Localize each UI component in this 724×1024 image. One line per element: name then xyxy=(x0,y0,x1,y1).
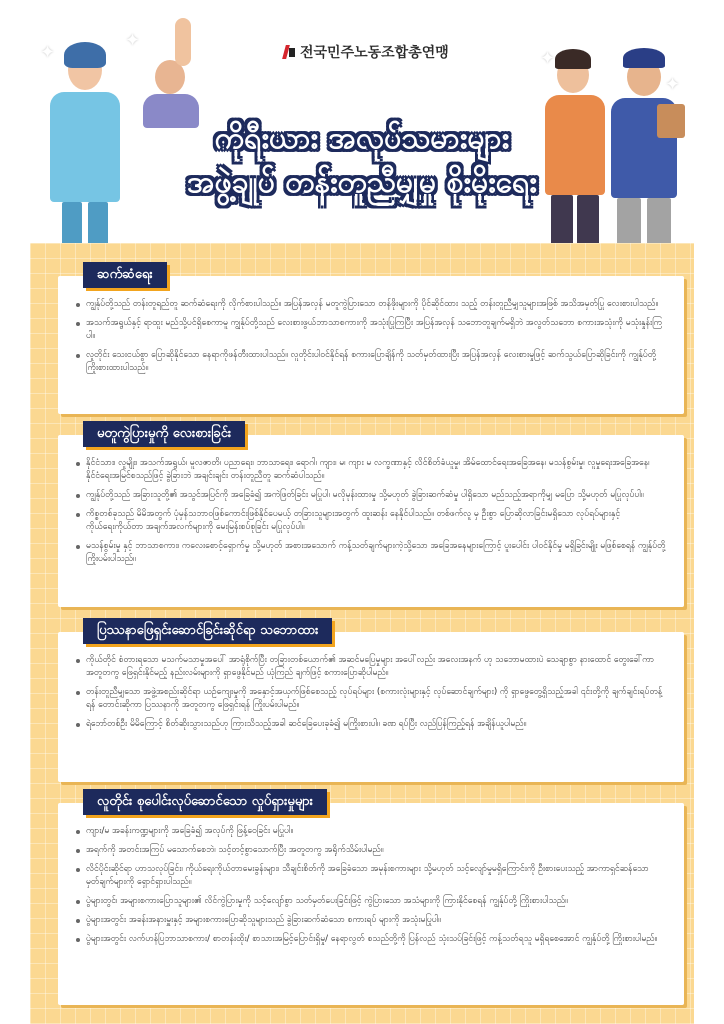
sparkle-icon: ✦ xyxy=(665,74,681,95)
list-item: ပွဲများအတွင်း အခန်းအနားမှူးနှင့် အများစကားပြောဆိုသူများသည် ခွဲခြားဆက်ဆံသော စကားရပ် များကို အသုံးမပြုပါ။ xyxy=(76,914,666,927)
list-item: ကိုယ်တိုင် စံတားရသော မသက်မသာမှုအပေါ် အာရုံစိုက်ပြီး တခြားတစ်ယောက်၏ အဆင်မပြေမှုများ အပေါ်လည်း အလေးအနက် ဟု သဘောမထားပဲ သေချာစွာ နားထောင် တွေးခေါ်ကာ အတူတကွ ဖြေရှင်းနိုင်မည့် နည်းလမ်းများကို ရှာဖွေနိုင်မည် ယုံကြည် ချက်ဖြင့် စကားပြောဆိုပါမည်။ xyxy=(76,654,666,680)
bullet-list xyxy=(58,803,684,962)
list-item: အရက်ကို အတင်းအကြပ် မသောက်စေဘဲ၊ သင့်တင့်စွာသောက်ပြီး အတူတကွ အရိုက်သိမ်းပါမည်။ xyxy=(76,844,666,857)
sparkle-icon: ✦ xyxy=(125,30,141,51)
page-title-line-2: အဖွဲ့ချုပ် တန်းတူညီမျှမှု စိုးမိုးရေး xyxy=(187,165,537,200)
section-heading: လူတိုင်း စုပေါင်းလုပ်ဆောင်သော လှုပ်ရှားမှုများ xyxy=(83,789,327,815)
union-logo-icon xyxy=(282,45,296,59)
list-item: ပွဲများအတွင်း လက်ဟန်ပြဘာသာစကား/ စာတန်းထိုး/ စာသားအမြင့်ပြောင်းရှိမှု/ နေရာလွတ် စသည်တို့ကို ပြန်လည် သုံးသပ်ခြင်းဖြင့် ကန့်သတ်ရသူ မရှိရစေအောင် ကျွန်ုပ်တို့ ကြိုးစားပါမည်။ xyxy=(76,933,666,946)
page-title-line-1: ကိုရီးယား အလုပ်သမားများ xyxy=(214,121,510,156)
section-card xyxy=(58,803,684,1005)
bullet-list xyxy=(58,632,684,747)
section-card xyxy=(58,276,684,414)
header-area xyxy=(0,0,724,262)
list-item: အသက်အရွယ်နှင့် ရာထူး မည်သို့ပင်ရှိစေကာမူ ကျွန်ုပ်တို့သည် လေးစားဖွယ်ဘာသာစကားကို အသုံးပြုကြပြီး အပြန်အလှန် သဘောတူချက်မရှိဘဲ အလွတ်သဘော စကားအသုံးကို မသုံးနှုန်းကြပါ။ xyxy=(76,317,666,343)
list-item: လူတိုင်း သေးငယ်စွာ ပြောဆိုနိုင်သော နေရာကိုဖန်တီးထားပါသည်။ လူတိုင်းပါဝင်နိုင်ရန် စကားပြောချိန်ကို သတ်မှတ်ထားပြီး အပြန်အလှန် လေးစားမှုဖြင့် ဆက်သွယ်ပြောဆိုခြင်းကို ကျွန်ုပ်တို့ကြိုးစားထားပါသည်။ xyxy=(76,349,666,375)
list-item: မသန်စွမ်းမှု နှင့် ဘာသာစကား၊ ကလေးစောင့်ရှောက်မှု သို့မဟုတ် အစားအသောက် ကန့်သတ်ချက်များကဲ့သို့သော အခြေအနေများကြောင့် ပူးပေါင်း ပါဝင်နိုင်မှု မရှိခြင်းမျိုး မဖြစ်စေရန် ကျွန်ုပ်တို့ ကြိုးပမ်းပါသည်။ xyxy=(76,540,666,566)
section-heading: ပြဿနာဖြေရှင်းဆောင်ခြင်းဆိုင်ရာ သဘောထား xyxy=(83,618,332,644)
list-item: ကျား/မ အခန်းကဏ္ဍများကို အခြေခံ၍ အလုပ်ကို ဖြန့်ဝေခြင်း မပြုပါ။ xyxy=(76,825,666,838)
union-name: 전국민주노동조합총연맹 xyxy=(300,44,449,60)
union-logo xyxy=(282,42,449,62)
list-item: တန်းတူညီမျှသော အဖွဲ့အစည်းဆိုင်ရာ ယဉ်ကျေးမှုကို အနှောင့်အယှက်ဖြစ်စေသည့် လုပ်ရပ်များ (စကားလုံးများနှင့် လုပ်ဆောင်ချက်များ) ကို ရှာဖွေတွေ့ရှိသည့်အခါ ၎င်းတို့ကို ချက်ချင်းရပ်တန့်ရန် တောင်းဆိုကာ ပြဿနာကို အတူတကွ ဖြေရှင်းရန် ကြိုးပမ်းပါမည်။ xyxy=(76,686,666,712)
list-item: ရဲဘော်တစ်ဦး မိမိကြောင့် စိတ်ဆိုးသွားသည်ဟု ကြားသိသည့်အခါ ဆင်ခြေပေးခုခံ၍ မကြိုးစားပါ။ ခဏ ရပ်ပြီး လည်ပြန်ကြည့်ရန် အချိန်ယူပါမည်။ xyxy=(76,718,666,731)
list-item: ကျွန်ုပ်တို့သည် တန်းတူရည်တူ ဆက်ဆံရေးကို လိုက်စားပါသည်။ အပြန်အလှန် မတူကွဲပြားသော တန်ဖိုးများကို ပိုင်ဆိုင်ထား သည့် တန်းတူညီမျှသူများအဖြစ် အသိအမှတ်ပြု လေးစားပါသည်။ xyxy=(76,298,666,311)
sparkle-icon: ✦ xyxy=(540,48,556,69)
list-item: လိင်ပိုင်းဆိုင်ရာ ဟာသလုပ်ခြင်း၊ ကိုယ်ရေးကိုယ်တာမေးခွန်းများ၊ သီချင်းစိတ်ကို အခြေခံသော အမုန်းစကားများ သို့မဟုတ် သင့်လျော်မှုမရှိကြောင်းကို ဦးစားပေးသည့် အာကာရှင်ဆန်သော မှတ်ချက်များကို ရှောင်ရှားပါသည်။ xyxy=(76,863,666,889)
bullet-list xyxy=(58,276,684,391)
worker-raised-fist-illustration xyxy=(135,18,205,128)
section-heading: မတူကွဲပြားမှုကို လေးစားခြင်း xyxy=(83,421,245,447)
list-item: နိုင်ငံသား၊ လူမျိုး၊ အသက်အရွယ်၊ မူလဇာတိ၊ ပညာရေး၊ ဘာသာရေး၊ ရောဂါ၊ ကျား၊ မ၊ ကျား မ လက္ခဏာနှင့် လိင်စိတ်ခံယူမှု၊ အိမ်ထောင်ရေးအခြေအနေ၊ မသန်စွမ်းမှု၊ လူမှုရေးအခြေအနေ၊ နိုင်ငံရေးအမြင်စသည်ဖြင့် ခွဲခြားဘဲ အချင်းချင်း တန်းတူညီတူ ဆက်ဆံပါသည်။ xyxy=(76,457,666,483)
nurse-illustration xyxy=(40,40,130,250)
section-card xyxy=(58,632,684,782)
section-card xyxy=(58,435,684,607)
bullet-list xyxy=(58,435,684,582)
list-item: ကျွန်ုပ်တို့သည် အခြားသူတို့၏ အသွင်အပြင်ကို အခြေခံ၍ အကဲဖြတ်ခြင်း မပြုပါ၊ မလိုမုန်းထားမှု သို့မဟုတ် ခွဲခြားဆက်ဆံမှု ပါရှိသော မည်သည့်အရာကိုမျှ မပြော သို့မဟုတ် မပြုလုပ်ပါ။ xyxy=(76,489,666,502)
section-heading: ဆက်ဆံရေး xyxy=(83,262,167,288)
worker-cap-illustration xyxy=(605,40,685,250)
list-item: ပွဲများတွင်၊ အများစကားပြောသူများ၏ လိင်ကွဲပြားမှုကို သင့်လျော်စွာ သတ်မှတ်ပေးခြင်းဖြင့် ကွဲပြားသော အသံများကို ကြားနိုင်စေရန် ကျွန်ုပ်တို့ ကြိုးစားပါသည်။ xyxy=(76,895,666,908)
list-item: ကိစ္စတစ်ခုသည် မိမိအတွက် ပုံမှန်သဘာဝဖြစ်ကောင်းဖြစ်နိုင်ပေမယ့် တခြားသူများအတွက် ထူးဆန်း နေနိုင်ပါသည်။ တစ်ဖက်လူ မှ ဦးစွာ ပြောဆိုလာခြင်းမရှိသော လုပ်ရပ်များနှင့် ကိုယ်ရေးကိုယ်တာ အချက်အလက်များကို မေးမြန်းစပ်စုခြင်း မပြုလုပ်ပါ။ xyxy=(76,508,666,534)
sparkle-icon: ✦ xyxy=(40,42,56,63)
